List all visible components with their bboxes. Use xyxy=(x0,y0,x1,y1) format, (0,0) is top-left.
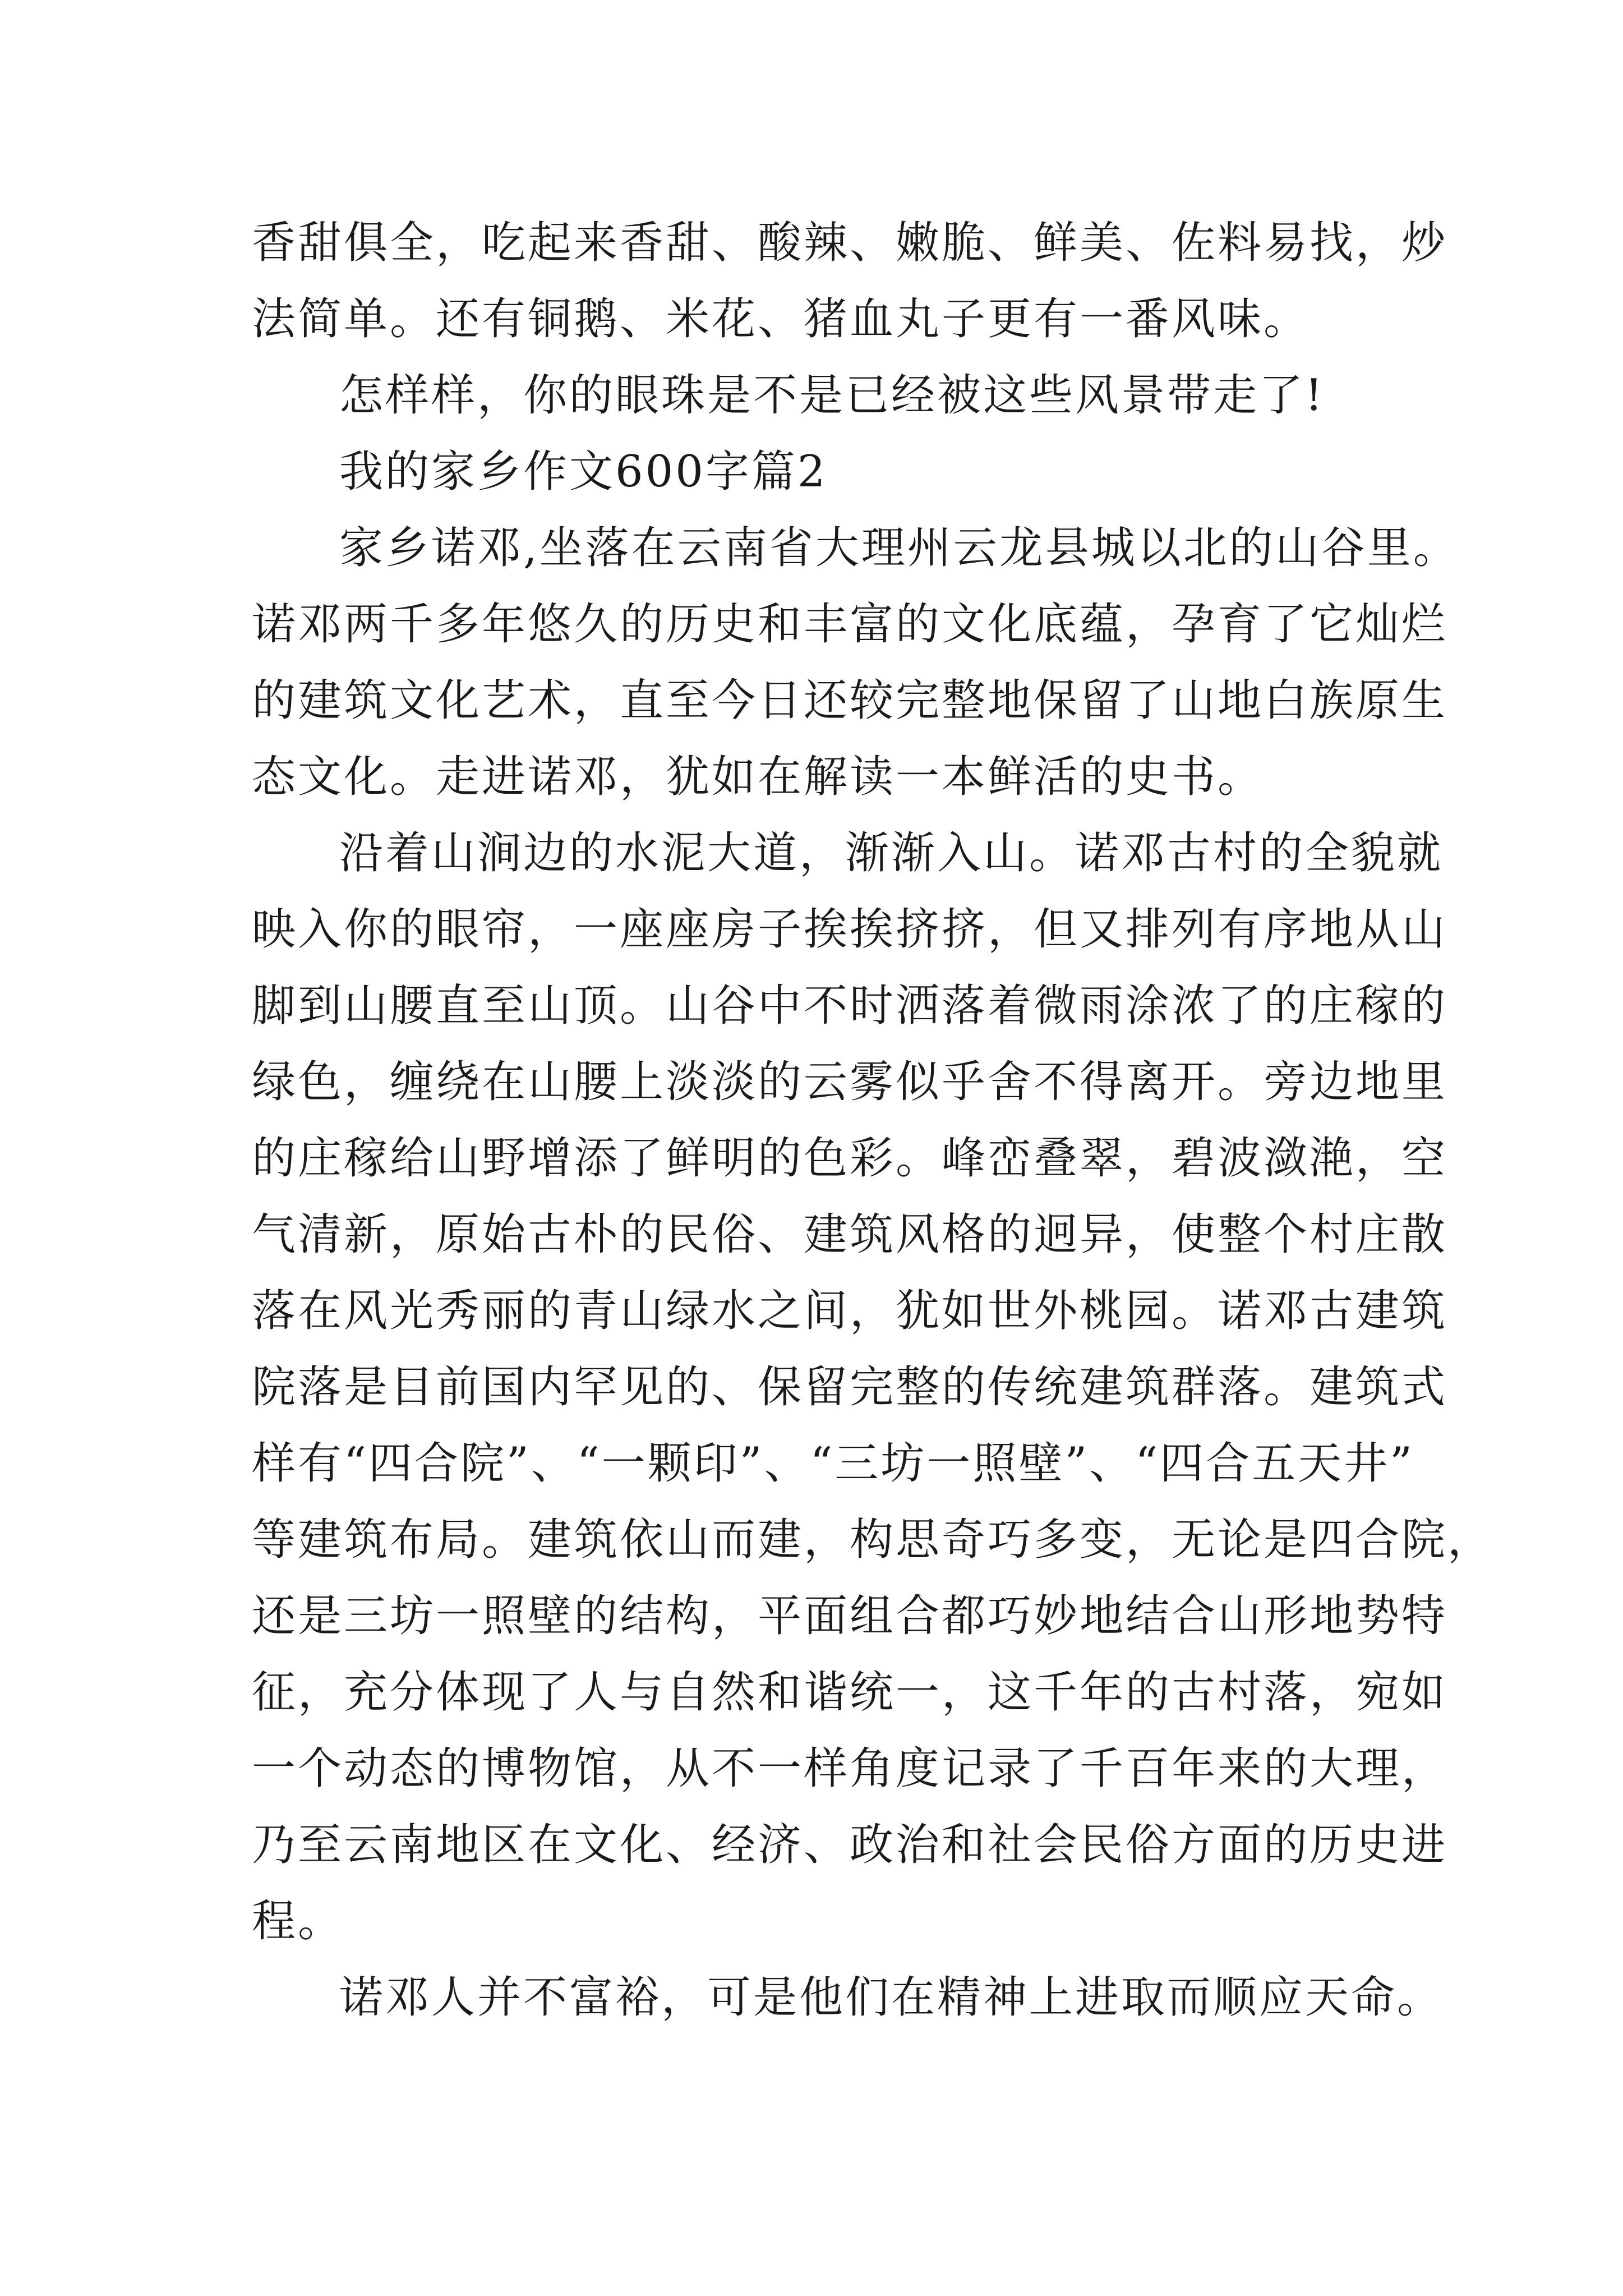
text-line: 还是三坊一照壁的结构，平面组合都巧妙地结合山形地势特 xyxy=(252,1591,1448,1641)
text-line: 乃至云南地区在文化、经济、政治和社会民俗方面的历史进 xyxy=(252,1820,1448,1870)
text-line: 程。 xyxy=(252,1896,344,1947)
text-line: 的庄稼给山野增添了鲜明的色彩。峰峦叠翠，碧波潋滟，空 xyxy=(252,1133,1448,1184)
paragraph-first-line: 诺邓人并不富裕，可是他们在精神上进取而顺应天命。 xyxy=(339,1972,1444,2023)
text-line: 落在风光秀丽的青山绿水之间，犹如世外桃园。诺邓古建筑 xyxy=(252,1286,1448,1336)
text-line: 一个动态的博物馆，从不一样角度记录了千百年来的大理， xyxy=(252,1743,1448,1794)
closing-line: 怎样样，你的眼珠是不是已经被这些风景带走了! xyxy=(339,370,1325,421)
text-line: 征，充分体现了人与自然和谐统一，这千年的古村落，宛如 xyxy=(252,1667,1448,1718)
section-heading: 我的家乡作文600字篇2 xyxy=(339,447,828,497)
text-line: 气清新，原始古朴的民俗、建筑风格的迥异，使整个村庄散 xyxy=(252,1209,1448,1260)
text-line: 态文化。走进诺邓，犹如在解读一本鲜活的史书。 xyxy=(252,752,1264,802)
document-body xyxy=(252,205,1494,2036)
text-line: 法简单。还有铜鹅、米花、猪血丸子更有一番风味。 xyxy=(252,294,1310,344)
text-line: 诺邓两千多年悠久的历史和丰富的文化底蕴，孕育了它灿烂 xyxy=(252,599,1448,650)
paragraph-first-line: 沿着山涧边的水泥大道，渐渐入山。诺邓古村的全貌就 xyxy=(339,828,1444,878)
text-line: 映入你的眼帘，一座座房子挨挨挤挤，但又排列有序地从山 xyxy=(252,904,1448,955)
text-line: 香甜俱全，吃起来香甜、酸辣、嫩脆、鲜美、佐料易找，炒 xyxy=(252,218,1448,268)
text-line: 脚到山腰直至山顶。山谷中不时洒落着微雨涂浓了的庄稼的 xyxy=(252,981,1448,1031)
paragraph-first-line: 家乡诺邓,坐落在云南省大理州云龙县城以北的山谷里。 xyxy=(339,523,1459,573)
text-line: 院落是目前国内罕见的、保留完整的传统建筑群落。建筑式 xyxy=(252,1362,1448,1412)
text-line: 等建筑布局。建筑依山而建，构思奇巧多变，无论是四合院， xyxy=(252,1515,1494,1565)
text-line: 绿色，缠绕在山腰上淡淡的云雾似乎舍不得离开。旁边地里 xyxy=(252,1057,1448,1107)
text-line: 的建筑文化艺术，直至今日还较完整地保留了山地白族原生 xyxy=(252,675,1448,726)
text-line: 样有“四合院”、“一颗印”、“三坊一照壁”、“四合五天井” xyxy=(252,1438,1415,1489)
